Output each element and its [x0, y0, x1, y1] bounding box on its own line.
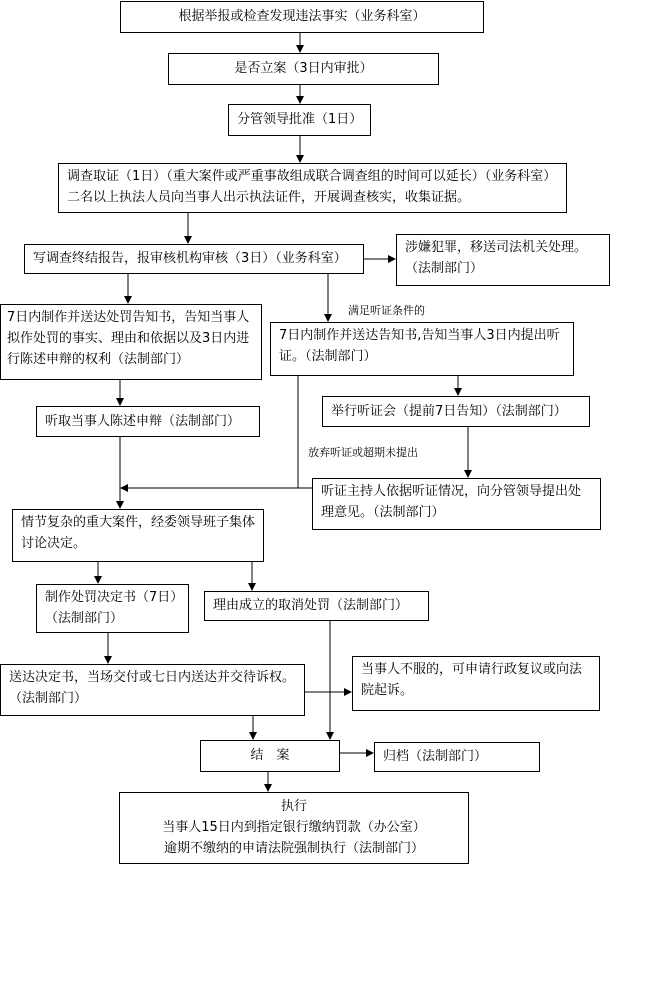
execution-enforcement: 逾期不缴纳的申请法院强制执行（法制部门）: [163, 841, 424, 856]
box-close-case: 结 案: [200, 740, 340, 772]
box-hearing-opinion: 听证主持人依据听证情况，向分管领导提出处理意见。（法制部门）: [312, 478, 601, 530]
box-final-report: 写调查终结报告，报审核机构审核（3日）（业务科室）: [24, 244, 364, 274]
box-deliver-decision: 送达决定书，当场交付或七日内送达并交待诉权。（法制部门）: [0, 664, 305, 716]
box-appeal-rights: 当事人不服的，可申请行政复议或向法院起诉。: [352, 656, 600, 711]
box-case-filing: 是否立案（3日内审批）: [168, 53, 439, 85]
box-cancel-penalty: 理由成立的取消处罚（法制部门）: [204, 591, 429, 621]
box-discover-violation: 根据举报或检查发现违法事实（业务科室）: [120, 1, 484, 33]
box-penalty-decision: 制作处罚决定书（7日）（法制部门）: [36, 584, 189, 633]
execution-payment: 当事人15日内到指定银行缴纳罚款（办公室）: [162, 820, 426, 835]
box-penalty-notice: 7日内制作并送达处罚告知书，告知当事人拟作处罚的事实、理由和依据以及3日内进行陈述申辩的权利（法制部门）: [0, 304, 262, 380]
box-leader-approval: 分管领导批准（1日）: [228, 104, 371, 136]
box-hear-statement: 听取当事人陈述申辩（法制部门）: [36, 406, 260, 437]
box-hold-hearing: 举行听证会（提前7日告知）（法制部门）: [322, 396, 590, 427]
execution-title: 执行: [280, 799, 307, 814]
label-hearing-condition: 满足听证条件的: [348, 304, 425, 317]
box-criminal-transfer: 涉嫌犯罪，移送司法机关处理。（法制部门）: [396, 234, 610, 286]
box-execution: [119, 792, 469, 864]
box-investigation: 调查取证（1日）（重大案件或严重事故组成联合调查组的时间可以延长）（业务科室）二名以上执法人员向当事人出示执法证件，开展调查核实，收集证据。: [58, 163, 567, 213]
box-archive: 归档（法制部门）: [374, 742, 540, 772]
box-hearing-notice: 7日内制作并送达告知书,告知当事人3日内提出听证。（法制部门）: [270, 322, 574, 376]
box-collective-decision: 情节复杂的重大案件，经委领导班子集体讨论决定。: [12, 509, 264, 562]
label-waive-hearing: 放弃听证或超期未提出: [308, 446, 418, 459]
